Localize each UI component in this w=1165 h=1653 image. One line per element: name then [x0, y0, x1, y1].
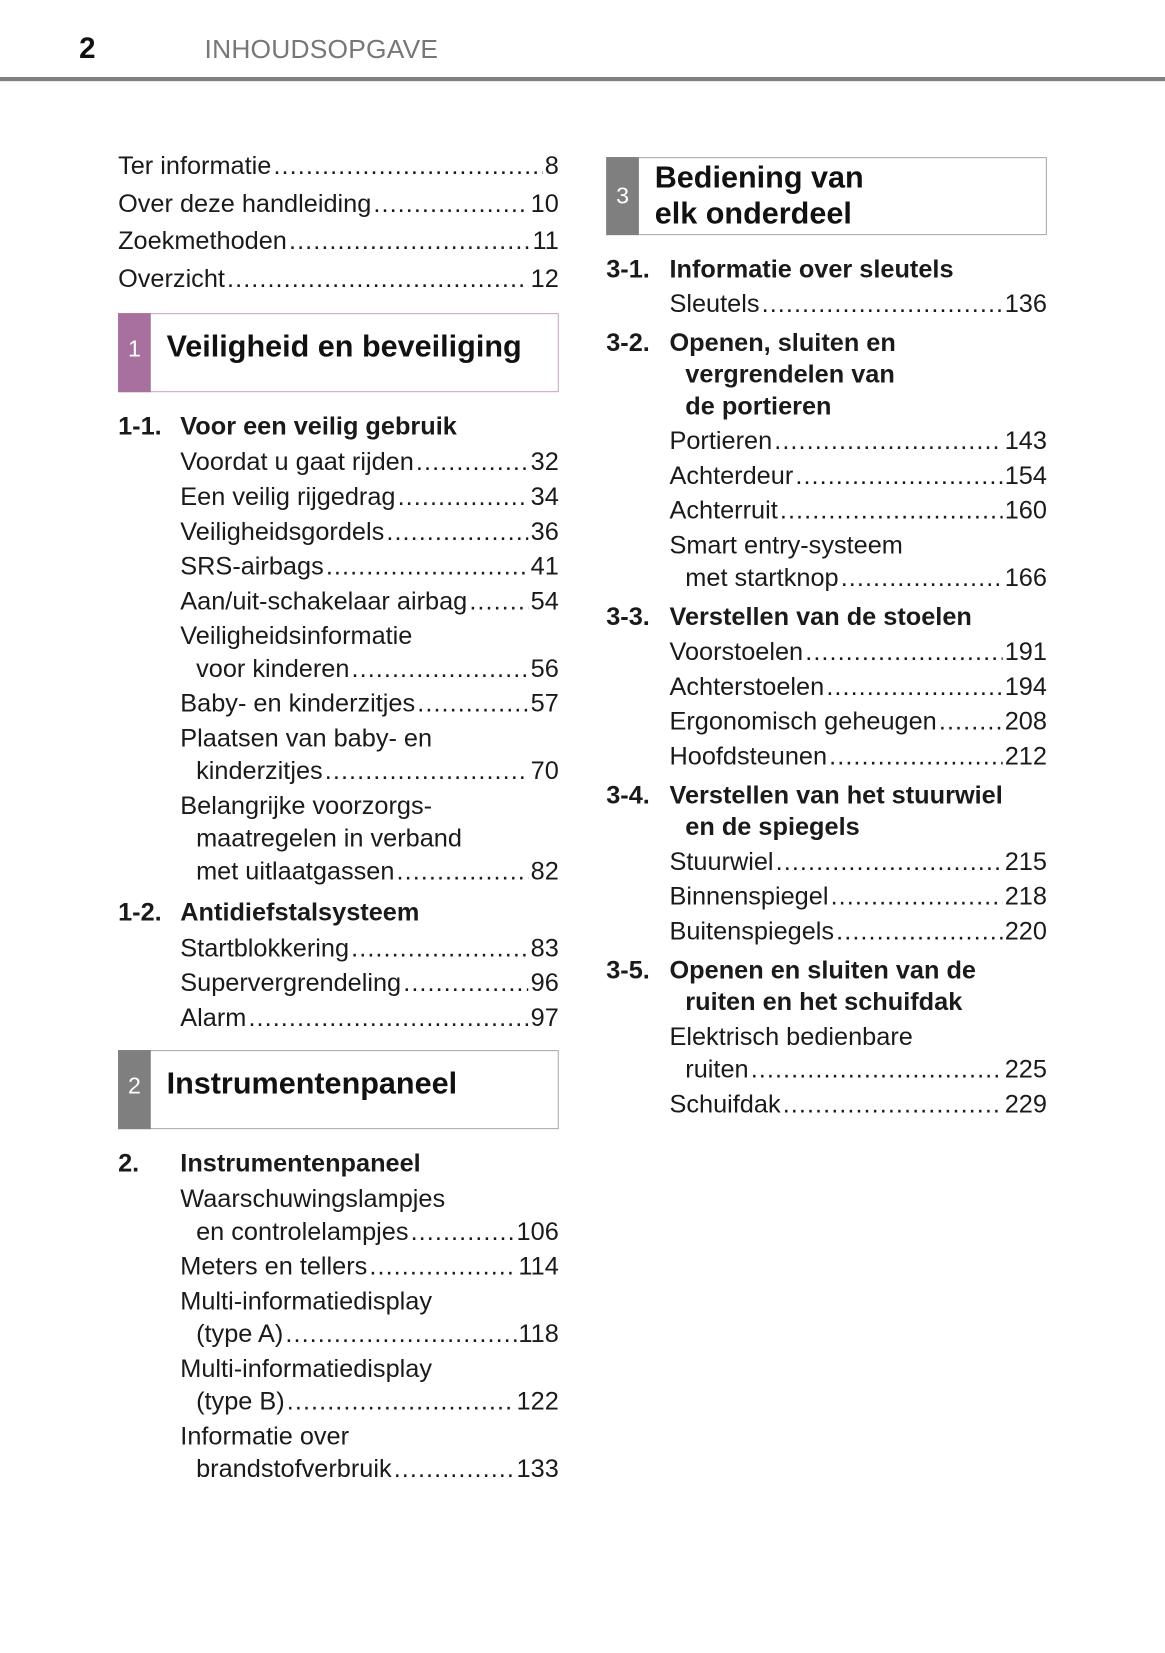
entry-label: Een veilig rijgedrag — [180, 482, 396, 512]
dot-leader — [369, 1250, 516, 1283]
entry-label: Achterstoelen — [669, 672, 825, 702]
toc-entry[interactable] — [118, 932, 559, 965]
toc-entry[interactable] — [118, 722, 559, 787]
chapter-title: de portieren — [685, 392, 832, 421]
toc-entry-line — [118, 855, 559, 888]
toc-entry-line — [606, 288, 1047, 321]
dot-leader — [469, 585, 528, 618]
entry-label: Hoofdsteunen — [669, 742, 828, 771]
toc-entry[interactable] — [118, 967, 559, 1000]
toc-entry-line — [606, 1021, 1047, 1054]
toc-entry-line — [606, 740, 1047, 773]
dot-leader — [841, 562, 1003, 595]
chapter-title: Verstellen van de stoelen — [669, 603, 972, 632]
toc-entry[interactable] — [606, 880, 1047, 913]
entry-label: Supervergrendeling — [180, 968, 402, 998]
page-ref[interactable]: 106 — [516, 1217, 559, 1247]
entry-label: kinderzitjes — [196, 756, 323, 786]
entry-label: Baby- en kinderzitjes — [180, 689, 416, 718]
page-ref[interactable]: 166 — [1004, 564, 1047, 593]
page-ref[interactable]: 154 — [1004, 461, 1047, 491]
dot-leader — [373, 185, 528, 222]
toc-entry[interactable] — [118, 222, 559, 259]
toc-entry-line — [118, 755, 559, 788]
chapter-title: Informatie over sleutels — [669, 255, 954, 284]
entry-label: Voordat u gaat rijden — [180, 448, 414, 477]
heading-line — [118, 1146, 559, 1181]
dot-leader — [751, 1053, 1003, 1086]
page-ref[interactable]: 225 — [1004, 1055, 1047, 1084]
dot-leader — [227, 260, 528, 297]
entry-label: Belangrijke voorzorgs- — [180, 791, 433, 821]
toc-entry-line — [118, 822, 559, 855]
toc-entry-line — [118, 1318, 559, 1351]
section-box-2[interactable] — [118, 1050, 559, 1129]
heading-line — [606, 254, 1047, 286]
toc-entry-line — [118, 1385, 559, 1418]
dot-leader — [325, 755, 529, 788]
page-ref[interactable]: 32 — [530, 448, 559, 477]
section-title — [167, 1066, 458, 1102]
page-ref[interactable]: 56 — [530, 654, 559, 684]
page-ref[interactable]: 220 — [1004, 917, 1047, 946]
toc-entry-line — [606, 425, 1047, 458]
toc-entry-line — [606, 880, 1047, 913]
heading-line — [118, 895, 559, 930]
heading-line — [606, 360, 1047, 392]
section-title-line: Veiligheid en beveiliging — [166, 329, 522, 364]
page-ref[interactable]: 57 — [530, 689, 559, 718]
toc-chapter-heading[interactable] — [118, 409, 559, 444]
toc-entry[interactable] — [118, 481, 559, 514]
toc-entry-line — [118, 585, 559, 618]
toc-chapter-heading[interactable] — [606, 955, 1047, 1018]
entry-label: Plaatsen van baby- en — [180, 724, 433, 753]
section-title — [655, 160, 864, 232]
dot-leader — [351, 932, 528, 965]
section-number: 2 — [127, 1071, 141, 1099]
page-ref[interactable]: 11 — [532, 226, 559, 256]
entry-label: Veiligheidsinformatie — [180, 622, 413, 651]
toc-entry-line — [606, 846, 1047, 879]
toc-entry-line — [118, 1183, 559, 1216]
dot-leader — [289, 222, 530, 259]
toc-entry[interactable] — [118, 1002, 559, 1035]
entry-label: Over deze handleiding — [118, 189, 372, 218]
entry-label: Aan/uit-schakelaar airbag — [180, 587, 468, 616]
toc-right-column — [606, 157, 1047, 1121]
heading-line — [606, 987, 1047, 1019]
dot-leader — [326, 550, 529, 583]
entry-label: Waarschuwingslampjes — [180, 1185, 446, 1214]
toc-entry[interactable] — [118, 516, 559, 549]
dot-leader — [939, 705, 1003, 738]
chapter-number: 2. — [118, 1149, 140, 1178]
entry-label: Overzicht — [118, 264, 225, 293]
page-ref[interactable]: 212 — [1004, 742, 1047, 771]
page-ref[interactable]: 114 — [518, 1252, 559, 1281]
page-ref[interactable]: 218 — [1004, 882, 1047, 911]
page-ref[interactable]: 96 — [530, 968, 559, 998]
section-number-tab — [118, 1050, 151, 1129]
toc-entry-line — [118, 1250, 559, 1283]
entry-label: Elektrisch bedienbare — [669, 1022, 913, 1052]
page-ref[interactable]: 54 — [530, 587, 559, 616]
section-box-3[interactable] — [606, 157, 1047, 235]
chapter-number: 3-4. — [606, 781, 650, 810]
toc-entry[interactable] — [118, 148, 559, 185]
toc-entry[interactable] — [606, 671, 1047, 704]
page-ref[interactable]: 82 — [530, 857, 559, 886]
dot-leader — [805, 636, 1002, 669]
dot-leader — [774, 425, 1002, 458]
header-divider — [0, 77, 1165, 81]
entry-label: Ergonomisch geheugen — [669, 707, 937, 736]
page-ref[interactable]: 133 — [516, 1454, 559, 1484]
toc-entry[interactable] — [118, 790, 559, 888]
heading-line — [606, 391, 1047, 423]
entry-label: Informatie over — [180, 1422, 350, 1451]
chapter-title: Antidiefstalsysteem — [180, 898, 420, 927]
toc-entry-line — [606, 460, 1047, 493]
entry-label: Ter informatie — [118, 151, 272, 181]
page-title: INHOUDSOPGAVE — [204, 34, 439, 65]
dot-leader — [403, 967, 528, 1000]
section-number: 3 — [616, 182, 630, 209]
dot-leader — [411, 1216, 515, 1249]
entry-label: (type B) — [196, 1387, 285, 1416]
toc-entry-line — [118, 1453, 559, 1486]
toc-chapter-heading[interactable] — [606, 602, 1047, 634]
heading-line — [606, 955, 1047, 987]
entry-label: brandstofverbruik — [196, 1454, 392, 1484]
page-ref[interactable]: 36 — [530, 517, 559, 547]
entry-label: Multi-informatiedisplay — [180, 1354, 432, 1384]
section-number: 1 — [127, 334, 141, 362]
section-number-tab — [118, 313, 151, 392]
chapter-title: Openen, sluiten en — [669, 328, 896, 358]
toc-entry[interactable] — [118, 687, 559, 720]
page-ref[interactable]: 191 — [1004, 637, 1047, 667]
toc-entry-line — [118, 967, 559, 1000]
toc-entry[interactable] — [118, 550, 559, 583]
toc-entry-line — [606, 1088, 1047, 1121]
chapter-title: Voor een veilig gebruik — [180, 412, 457, 441]
chapter-number: 3-2. — [606, 328, 650, 358]
entry-label: Portieren — [669, 426, 773, 456]
entry-label: Meters en tellers — [180, 1252, 368, 1281]
page-ref[interactable]: 41 — [530, 552, 559, 581]
toc-entry-line — [118, 620, 559, 653]
dot-leader — [417, 687, 528, 720]
page-ref[interactable]: 8 — [544, 151, 559, 181]
heading-line — [606, 602, 1047, 634]
toc-entry-line — [606, 494, 1047, 527]
section-title-line: Instrumentenpaneel — [166, 1066, 458, 1101]
chapter-title: en de spiegels — [685, 812, 860, 842]
toc-entry-line — [606, 636, 1047, 669]
entry-label: met uitlaatgassen — [196, 857, 395, 886]
chapter-number: 1-1. — [118, 412, 162, 441]
toc-entry[interactable] — [606, 425, 1047, 458]
dot-leader — [831, 880, 1003, 913]
toc-entry[interactable] — [118, 1420, 559, 1485]
dot-leader — [829, 740, 1002, 773]
page-ref[interactable]: 160 — [1004, 496, 1047, 526]
chapter-title: ruiten en het schuifdak — [685, 987, 963, 1017]
entry-label: Voorstoelen — [669, 637, 804, 667]
toc-entry[interactable] — [118, 1285, 559, 1350]
dot-leader — [762, 288, 1003, 321]
chapter-number: 3-5. — [606, 956, 650, 985]
toc-entry-line — [606, 705, 1047, 738]
toc-entry-line — [118, 481, 559, 514]
section-box-1[interactable] — [118, 313, 559, 392]
toc-entry[interactable] — [606, 529, 1047, 594]
toc-entry-line — [118, 1353, 559, 1386]
dot-leader — [783, 1088, 1003, 1121]
dot-leader — [416, 446, 529, 479]
heading-line — [606, 780, 1047, 812]
entry-label: Zoekmethoden — [118, 226, 287, 256]
toc-chapter-heading[interactable] — [118, 1146, 559, 1181]
entry-label: ruiten — [685, 1055, 749, 1084]
toc-entry-line — [606, 671, 1047, 704]
toc-entry-line — [118, 932, 559, 965]
toc-chapter-heading[interactable] — [606, 328, 1047, 423]
entry-label: Achterruit — [669, 496, 778, 526]
toc-entry[interactable] — [606, 494, 1047, 527]
toc-entry-line — [118, 653, 559, 686]
entry-label: Multi-informatiedisplay — [180, 1287, 432, 1316]
toc-entry[interactable] — [118, 585, 559, 618]
toc-entry-line — [118, 1002, 559, 1035]
toc-entry-line — [118, 260, 559, 297]
toc-entry[interactable] — [606, 705, 1047, 738]
page-ref[interactable]: 208 — [1004, 707, 1047, 736]
entry-label: met startknop — [685, 564, 839, 593]
entry-label: voor kinderen — [196, 654, 350, 684]
toc-entry-line — [606, 915, 1047, 948]
page-ref[interactable]: 229 — [1004, 1090, 1047, 1119]
chapter-title: Instrumentenpaneel — [180, 1149, 421, 1178]
toc-entry[interactable] — [118, 260, 559, 297]
page-ref[interactable]: 143 — [1004, 426, 1047, 456]
dot-leader — [285, 1318, 516, 1351]
toc-entry[interactable] — [118, 1353, 559, 1418]
chapter-title: Openen en sluiten van de — [669, 956, 977, 985]
heading-line — [606, 812, 1047, 844]
toc-entry[interactable] — [606, 846, 1047, 879]
section-title — [167, 329, 522, 365]
entry-label: Achterdeur — [669, 461, 794, 491]
dot-leader — [780, 494, 1003, 527]
dot-leader — [397, 855, 529, 888]
toc-entry[interactable] — [118, 620, 559, 685]
page-ref[interactable]: 34 — [530, 482, 559, 512]
chapter-number: 3-3. — [606, 603, 650, 632]
dot-leader — [398, 481, 529, 514]
dot-leader — [273, 148, 542, 185]
toc-entry[interactable] — [606, 1088, 1047, 1121]
page-ref[interactable]: 97 — [530, 1003, 559, 1033]
toc-entry-line — [606, 562, 1047, 595]
toc-entry-line — [118, 790, 559, 823]
toc-entry[interactable] — [606, 1021, 1047, 1086]
entry-label: Sleutels — [669, 289, 760, 319]
toc-entry-line — [118, 516, 559, 549]
toc-entry[interactable] — [118, 185, 559, 222]
toc-entry-line — [118, 687, 559, 720]
toc-left-column — [118, 148, 559, 1486]
page-ref[interactable]: 122 — [516, 1387, 559, 1416]
page-number: 2 — [79, 31, 96, 65]
toc-entry[interactable] — [606, 740, 1047, 773]
toc-entry-line — [118, 550, 559, 583]
toc-entry-line — [118, 722, 559, 755]
page-ref[interactable]: 83 — [530, 934, 559, 963]
toc-chapter-heading[interactable] — [606, 780, 1047, 843]
heading-line — [118, 409, 559, 444]
toc-entry[interactable] — [118, 1183, 559, 1248]
toc-chapter-heading[interactable] — [606, 254, 1047, 286]
page-ref[interactable]: 136 — [1004, 289, 1047, 319]
toc-entry-line — [118, 222, 559, 259]
entry-label: (type A) — [196, 1319, 284, 1349]
entry-label: Alarm — [180, 1003, 247, 1033]
chapter-title: Verstellen van het stuurwiel — [669, 781, 1003, 810]
toc-entry[interactable] — [606, 915, 1047, 948]
dot-leader — [836, 915, 1002, 948]
section-title-line: Bediening van — [654, 161, 864, 196]
entry-label: maatregelen in verband — [196, 824, 462, 853]
dot-leader — [826, 671, 1002, 704]
toc-entry[interactable] — [118, 1250, 559, 1283]
heading-line — [606, 328, 1047, 360]
page-ref[interactable]: 70 — [530, 756, 559, 786]
toc-chapter-heading[interactable] — [118, 895, 559, 930]
dot-leader — [352, 653, 529, 686]
entry-label: Binnenspiegel — [669, 882, 829, 911]
entry-label: Startblokkering — [180, 934, 350, 963]
toc-entry-line — [118, 1285, 559, 1318]
page-ref[interactable]: 10 — [530, 189, 559, 218]
page-ref[interactable]: 215 — [1004, 847, 1047, 877]
chapter-number: 1-2. — [118, 898, 162, 927]
entry-label: Schuifdak — [669, 1090, 781, 1119]
toc-entry[interactable] — [606, 460, 1047, 493]
toc-entry[interactable] — [118, 446, 559, 479]
page-ref[interactable]: 118 — [518, 1319, 559, 1349]
toc-entry-line — [606, 529, 1047, 562]
toc-entry-line — [118, 1420, 559, 1453]
entry-label: SRS-airbags — [180, 552, 324, 581]
entry-label: Stuurwiel — [669, 847, 774, 877]
entry-label: Buitenspiegels — [669, 917, 835, 946]
dot-leader — [248, 1002, 528, 1035]
dot-leader — [287, 1385, 515, 1418]
toc-entry-line — [118, 148, 559, 185]
toc-entry[interactable] — [606, 288, 1047, 321]
dot-leader — [795, 460, 1002, 493]
chapter-number: 3-1. — [606, 255, 650, 284]
dot-leader — [394, 1453, 515, 1486]
toc-entry-line — [118, 1216, 559, 1249]
entry-label: Veiligheidsgordels — [180, 517, 385, 547]
dot-leader — [776, 846, 1003, 879]
entry-label: Smart entry-systeem — [669, 531, 903, 560]
toc-entry-line — [118, 446, 559, 479]
section-title-line: elk onderdeel — [654, 197, 852, 231]
entry-label: en controlelampjes — [196, 1217, 409, 1247]
page-ref[interactable]: 12 — [530, 264, 559, 293]
section-number-tab — [606, 157, 639, 235]
toc-entry-line — [606, 1053, 1047, 1086]
toc-entry[interactable] — [606, 636, 1047, 669]
page-ref[interactable]: 194 — [1004, 672, 1047, 702]
toc-entry-line — [118, 185, 559, 222]
chapter-title: vergrendelen van — [685, 360, 895, 390]
dot-leader — [386, 516, 528, 549]
